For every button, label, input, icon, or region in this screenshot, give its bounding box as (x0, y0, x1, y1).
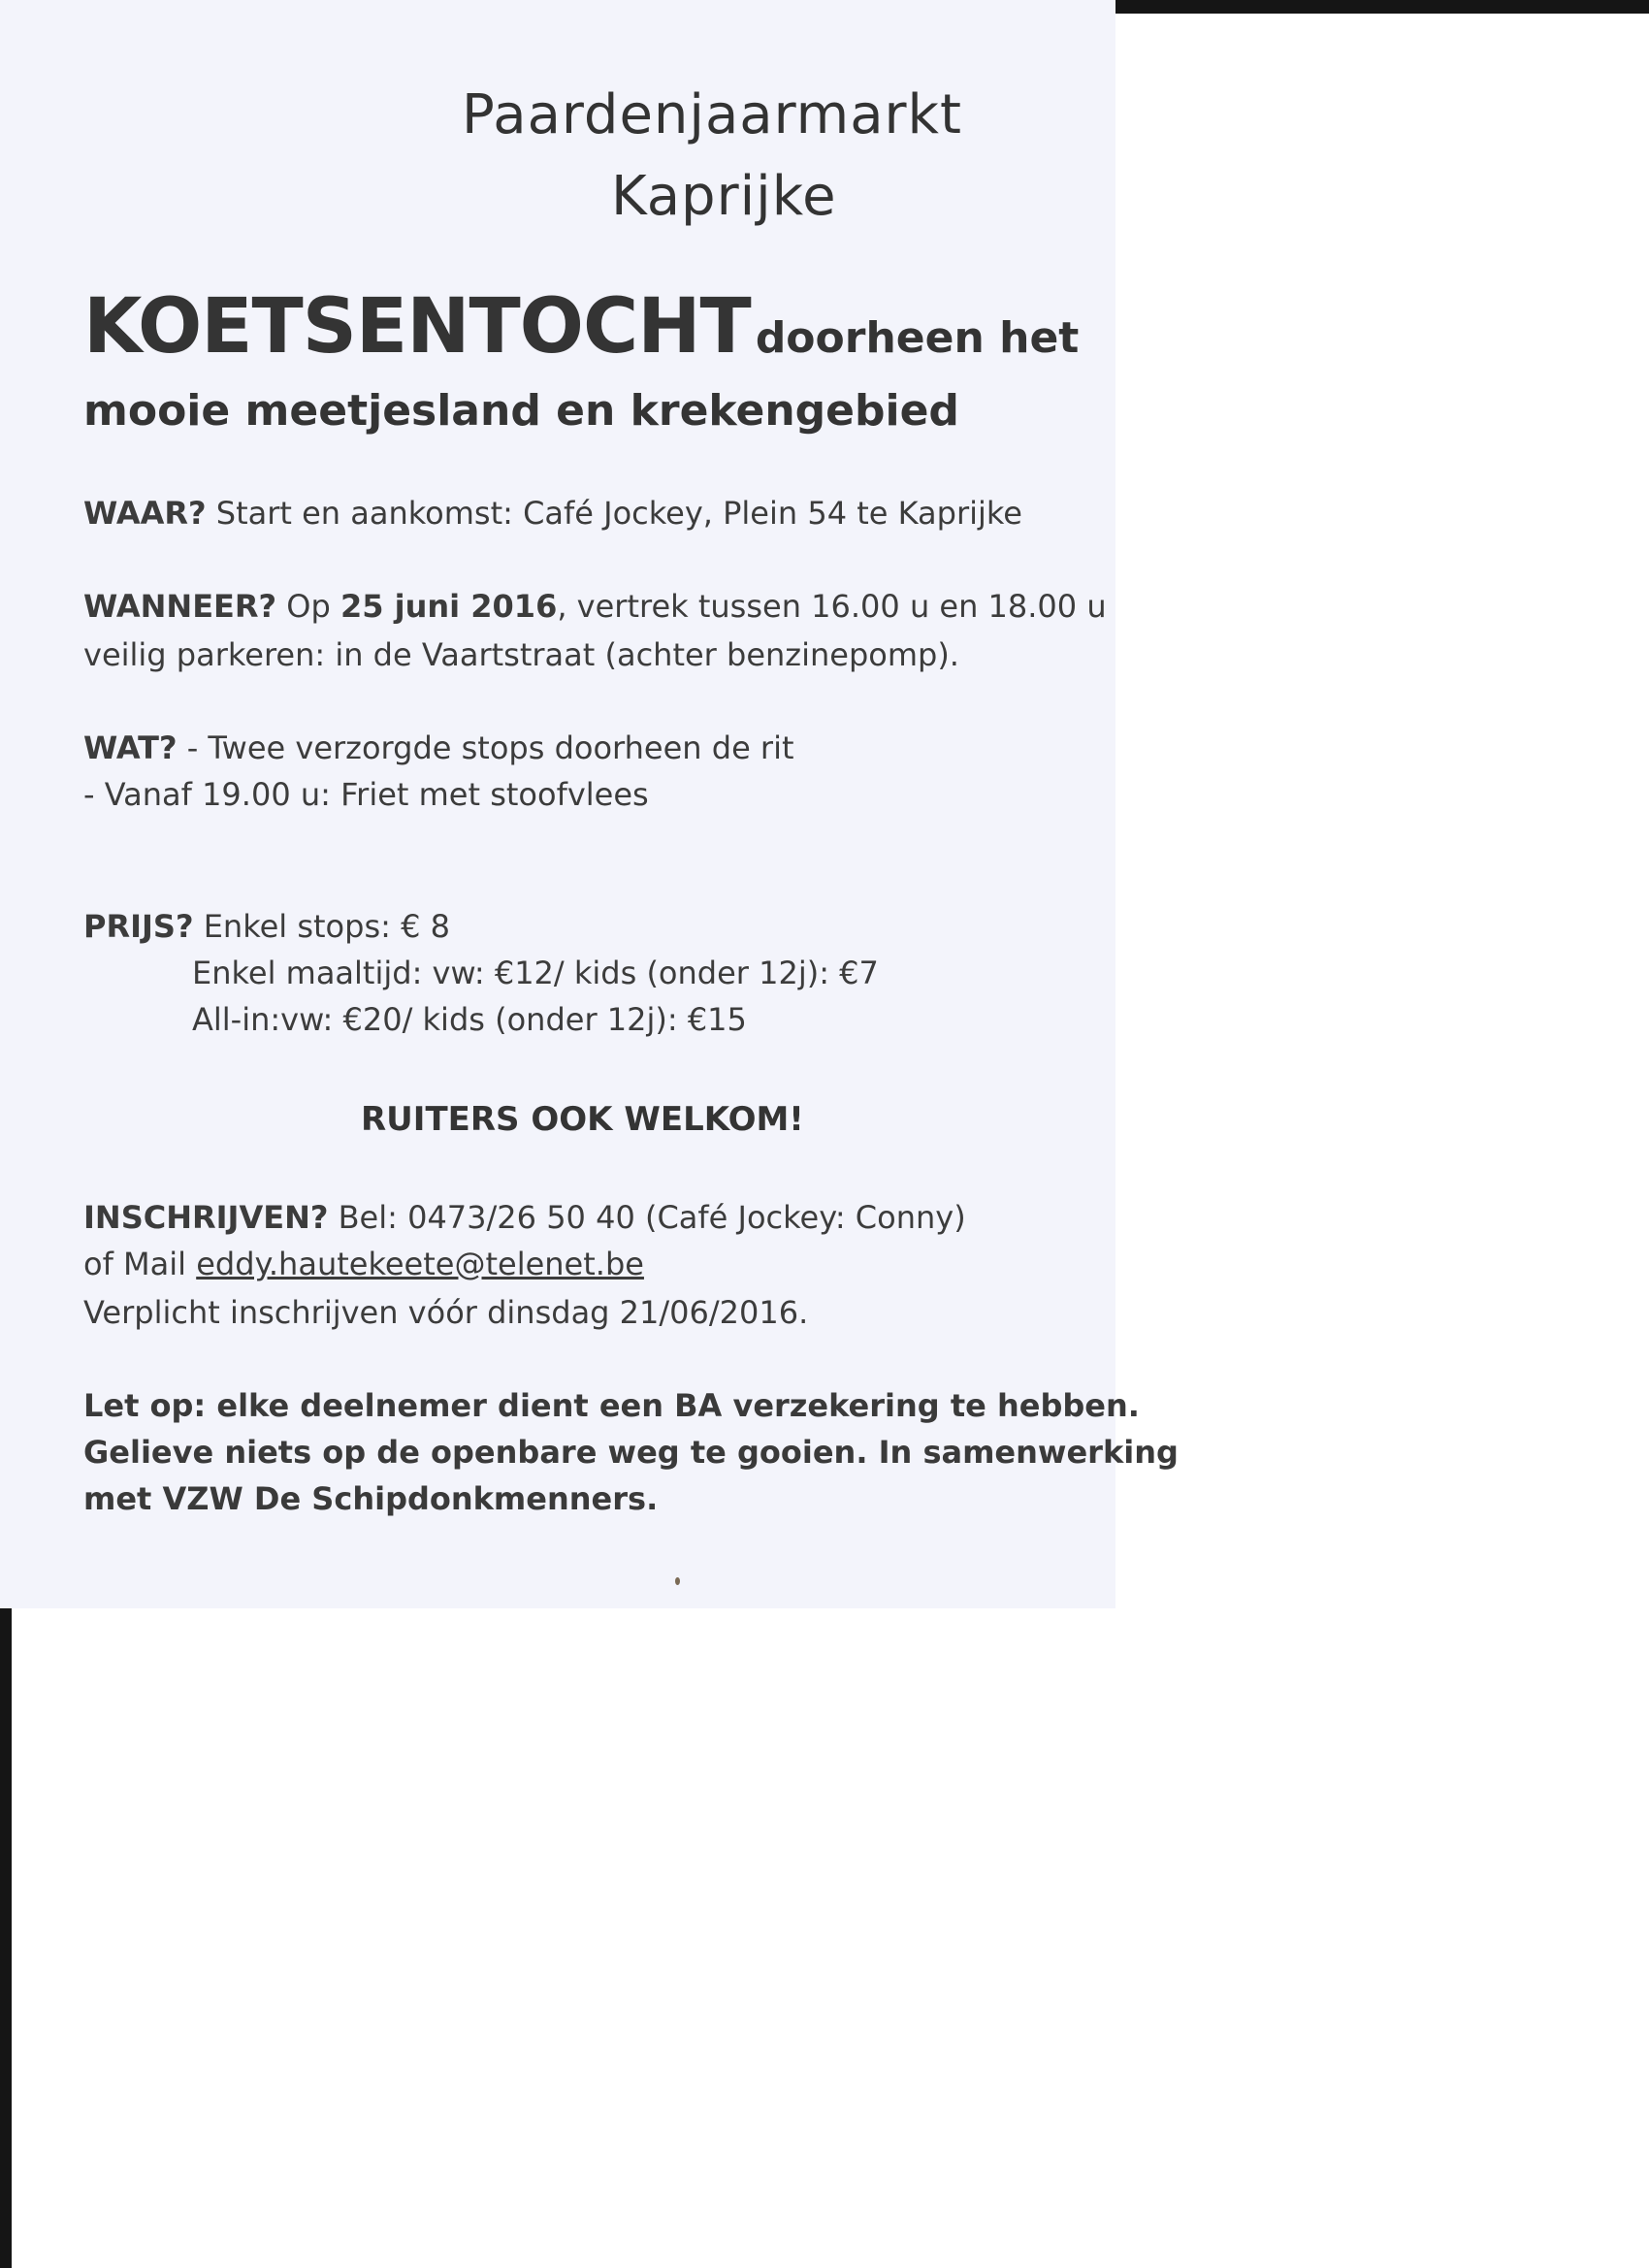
wat-label: WAT? (83, 729, 178, 766)
scan-speck (675, 1577, 680, 1585)
waar-label: WAAR? (83, 495, 207, 532)
inschrijven-line-1 (83, 1199, 966, 1236)
prijs-line-2: Enkel maaltijd: vw: €12/ kids (onder 12j): €7 (192, 955, 879, 991)
headline-main: KOETSENTOCHT (83, 283, 751, 371)
notice-line-1: Let op: elke deelnemer dient een BA verzekering te hebben. (83, 1387, 1140, 1424)
waar-line (83, 495, 1022, 532)
email-link[interactable]: eddy.hautekeete@telenet.be (196, 1246, 644, 1282)
inschrijven-line-3: Verplicht inschrijven vóór dinsdag 21/06/2016. (83, 1294, 809, 1331)
wanneer-line (83, 588, 1107, 625)
prijs-label: PRIJS? (83, 908, 194, 945)
wanneer-label: WANNEER? (83, 588, 277, 625)
notice-line-3: met VZW De Schipdonkmenners. (83, 1480, 659, 1517)
wanneer-date: 25 juni 2016 (340, 588, 558, 625)
waar-text: Start en aankomst: Café Jockey, Plein 54 te Kaprijke (206, 495, 1022, 532)
mail-prefix: of Mail (83, 1246, 197, 1282)
scan-border-left (0, 1605, 12, 2268)
headline-subtitle: mooie meetjesland en krekengebied (83, 386, 959, 436)
prijs-line-3: All-in:vw: €20/ kids (onder 12j): €15 (192, 1001, 747, 1038)
inschrijven-line-2 (83, 1246, 644, 1282)
headline (83, 283, 1079, 371)
headline-tail: doorheen het (755, 313, 1080, 363)
wanneer-text-after: , vertrek tussen 16.00 u en 18.00 u (557, 588, 1107, 625)
wat-line-1 (83, 729, 794, 766)
title-line-2: Kaprijke (611, 165, 837, 228)
prijs-text-1: Enkel stops: € 8 (193, 908, 450, 945)
inschrijven-label: INSCHRIJVEN? (83, 1199, 329, 1236)
scan-border-top (1116, 0, 1649, 14)
notice-line-2: Gelieve niets op de openbare weg te gooien. In samenwerking (83, 1434, 1179, 1471)
wat-line-2: - Vanaf 19.00 u: Friet met stoofvlees (83, 776, 649, 813)
parking-line: veilig parkeren: in de Vaartstraat (achter benzinepomp). (83, 636, 959, 673)
inschrijven-phone: Bel: 0473/26 50 40 (Café Jockey: Conny) (328, 1199, 966, 1236)
prijs-line-1 (83, 908, 450, 945)
ruiters-welcome: RUITERS OOK WELKOM! (361, 1100, 804, 1139)
title-line-1: Paardenjaarmarkt (462, 83, 962, 146)
wanneer-text-before: Op (276, 588, 340, 625)
wat-text-1: - Twee verzorgde stops doorheen de rit (177, 729, 794, 766)
